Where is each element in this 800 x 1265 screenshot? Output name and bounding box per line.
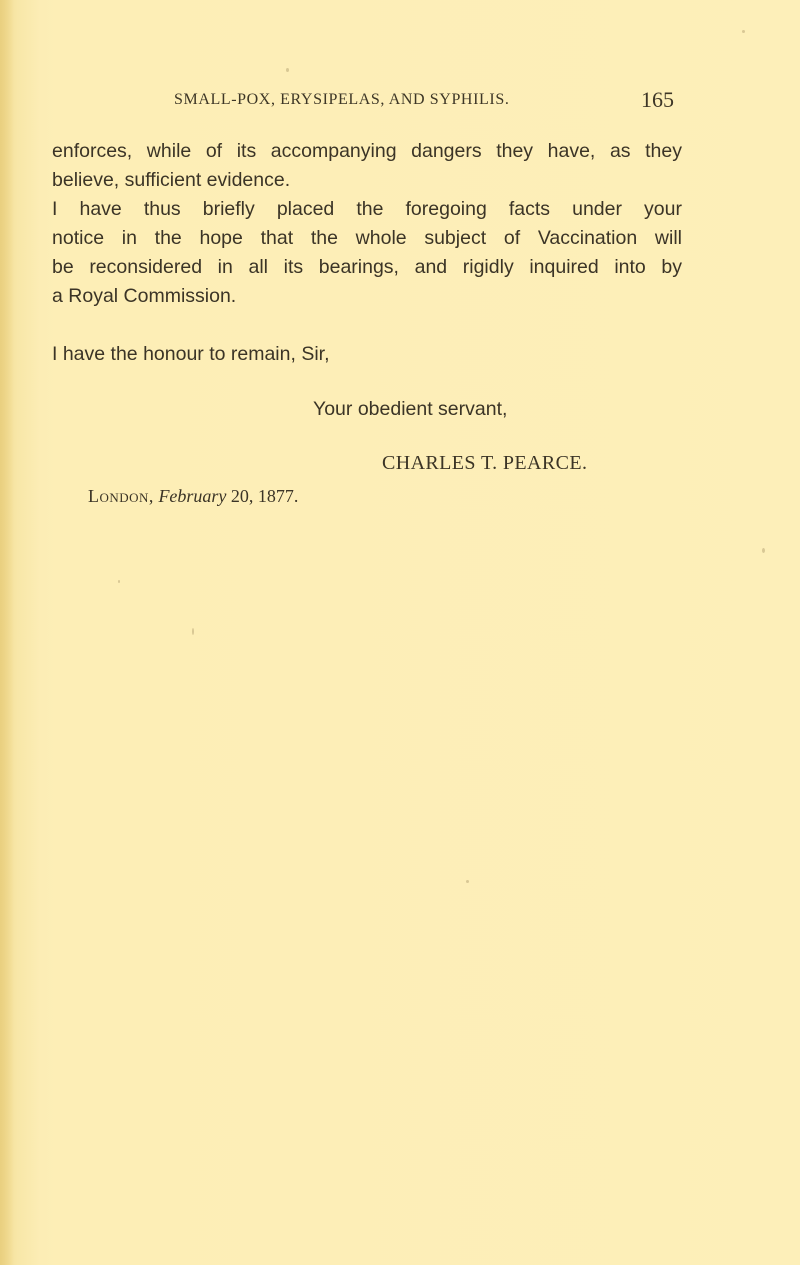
dateline-month: February: [158, 486, 227, 506]
paper-speck: [762, 548, 765, 553]
text-line: I have thus briefly placed the foregoing facts under your: [52, 198, 682, 220]
paper-speck: [192, 628, 194, 635]
running-head: [174, 87, 674, 121]
body-text: [52, 137, 682, 311]
dateline-place: London,: [88, 486, 154, 506]
text-line: a Royal Commission.: [52, 285, 237, 307]
text-line: be reconsidered in all its bearings, and rigidly inquired into by: [52, 256, 682, 278]
text-line: believe, sufficient evidence.: [52, 169, 291, 191]
signature: CHARLES T. PEARCE.: [382, 452, 588, 474]
page-number: 165: [641, 87, 674, 112]
closing-salutation: I have the honour to remain, Sir,: [52, 343, 330, 365]
paragraph: [52, 137, 682, 195]
page-gutter-shadow: [0, 0, 14, 1265]
running-head-title: SMALL-POX, ERYSIPELAS, AND SYPHILIS.: [174, 91, 510, 108]
paper-speck: [466, 880, 469, 883]
closing-servant: Your obedient servant,: [313, 398, 508, 420]
paper-speck: [742, 30, 745, 33]
paper-speck: [118, 580, 120, 583]
text-line: enforces, while of its accompanying dangers they have, as they: [52, 140, 682, 162]
text-line: notice in the hope that the whole subject of Vaccination will: [52, 227, 682, 249]
dateline: [88, 486, 298, 507]
dateline-date: 20, 1877.: [230, 486, 299, 506]
paragraph: [52, 195, 682, 311]
paper-speck: [286, 68, 289, 72]
